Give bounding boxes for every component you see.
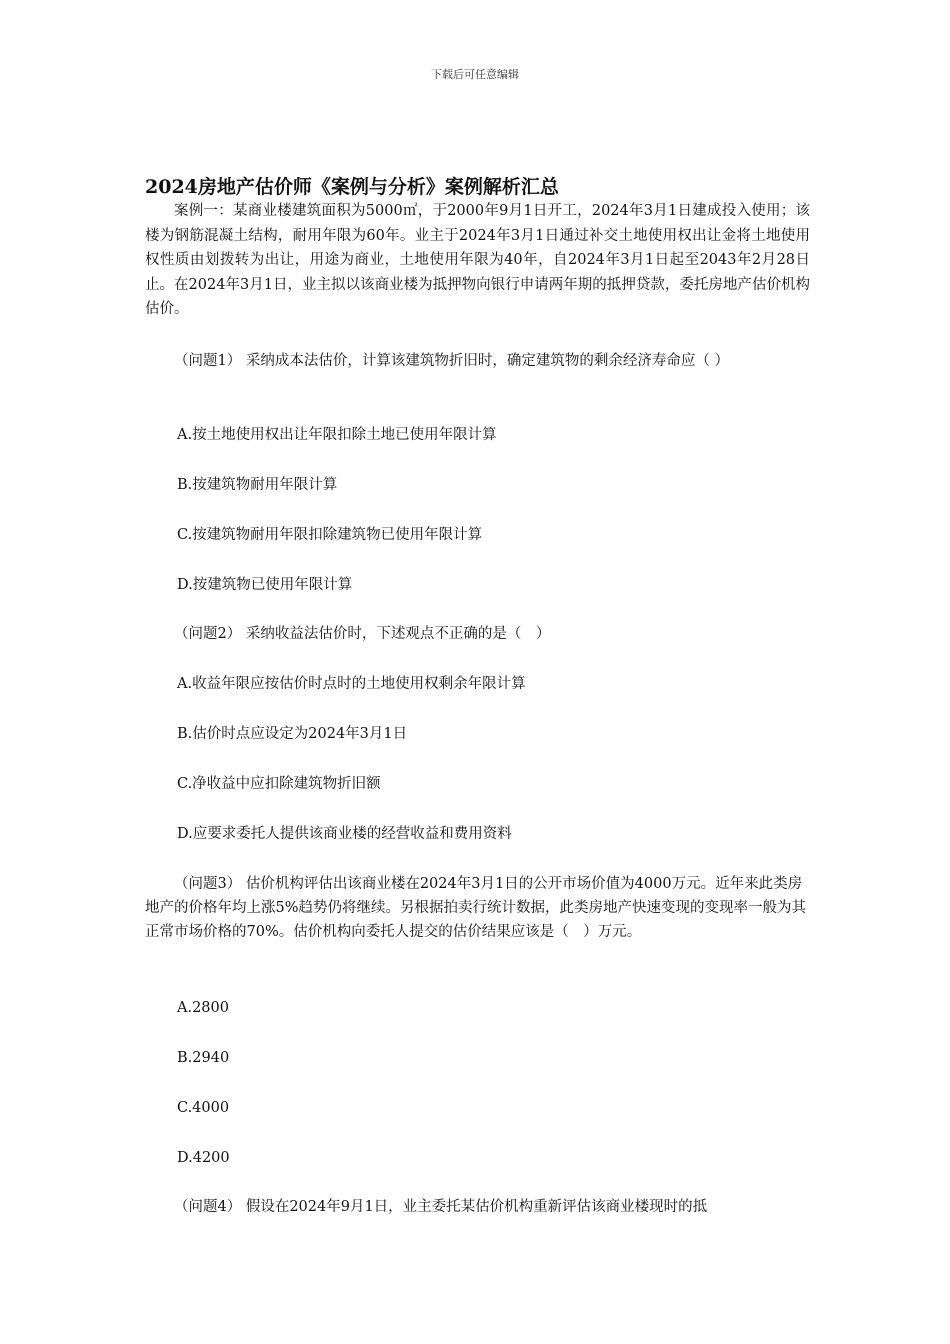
question-1-stem: （问题1） 采纳成本法估价，计算该建筑物折旧时，确定建筑物的剩余经济寿命应（ ） [174, 353, 729, 369]
question-2-option-b: B.估价时点应设定为2024年3月1日 [177, 726, 408, 742]
question-3-option-b: B.2940 [177, 1050, 230, 1066]
document-title: 2024房地产估价师《案例与分析》案例解析汇总 [145, 176, 559, 198]
question-3-option-c: C.4000 [177, 1100, 230, 1116]
question-1-option-c: C.按建筑物耐用年限扣除建筑物已使用年限计算 [177, 527, 483, 543]
question-2-option-a: A.收益年限应按估价时点时的土地使用权剩余年限计算 [177, 676, 526, 692]
question-3-stem: （问题3） 估价机构评估出该商业楼在2024年3月1日的公开市场价值为4000万元。近年来此类房地产的价格年均上涨5%趋势仍将继续。另根据拍卖行统计数据，此类房地产快速变现的变现率一般为其正常市场价格的70%。估价机构向委托人提交的估价结果应该是（ ）万元。 [145, 876, 806, 940]
case1-intro: 案例一：某商业楼建筑面积为5000㎡，于2000年9月1日开工，2024年3月1日建成投入使用；该楼为钢筋混凝土结构，耐用年限为60年。业主于2024年3月1日通过补交土地使用权出让金将土地使用权性质由划拨转为出让，用途为商业，土地使用年限为40年，自2024年3月1日起至2043年2月28日止。在2024年3月1日，业主拟以该商业楼为抵押物向银行申请两年期的抵押贷款，委托房地产估价机构估价。 [145, 203, 810, 317]
question-3-option-a: A.2800 [177, 1000, 229, 1016]
question-2-stem: （问题2） 采纳收益法估价时，下述观点不正确的是（ ） [174, 626, 551, 642]
question-2-option-d: D.应要求委托人提供该商业楼的经营收益和费用资料 [177, 826, 512, 842]
question-1-option-b: B.按建筑物耐用年限计算 [177, 477, 338, 493]
question-2-option-c: C.净收益中应扣除建筑物折旧额 [177, 776, 381, 792]
header-note: 下载后可任意编辑 [431, 68, 519, 81]
question-3-option-d: D.4200 [177, 1150, 230, 1166]
question-4-stem: （问题4） 假设在2024年9月1日，业主委托某估价机构重新评估该商业楼现时的抵 [174, 1199, 708, 1215]
question-1-option-a: A.按土地使用权出让年限扣除土地已使用年限计算 [177, 427, 497, 443]
question-1-option-d: D.按建筑物已使用年限计算 [177, 577, 353, 593]
